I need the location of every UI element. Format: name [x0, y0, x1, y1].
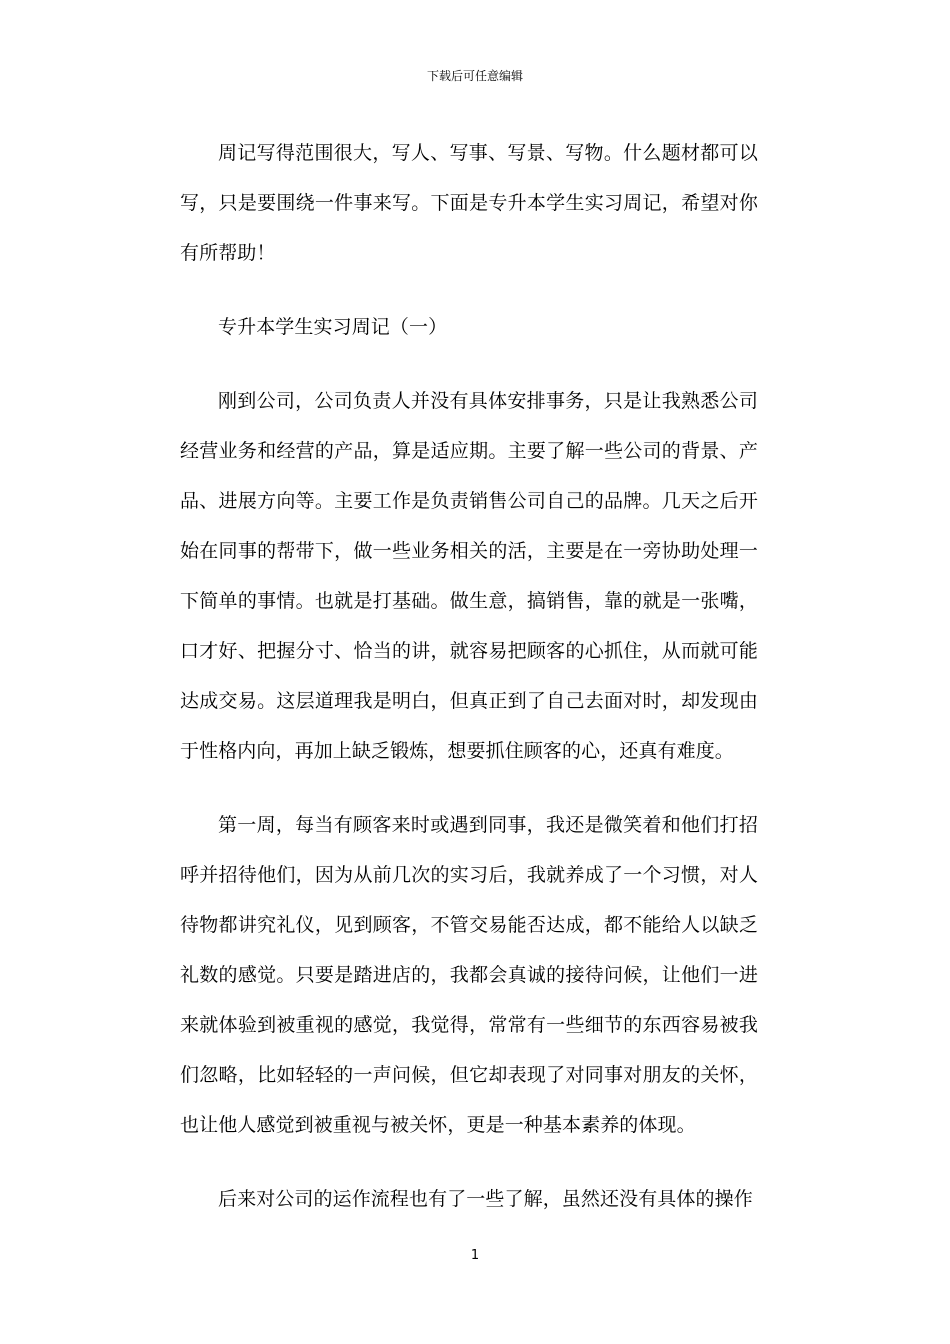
body-paragraph-2: 第一周，每当有顾客来时或遇到同事，我还是微笑着和他们打招呼并招待他们，因为从前几次的实习后，我就养成了一个习惯，对人待物都讲究礼仪，见到顾客，不管交易能否达成，都不能给人以缺乏礼数的感觉。只要是踏进店的，我都会真诚的接待问候，让他们一进来就体验到被重视的感觉，我觉得，常常有一些细节的东西容易被我们忽略，比如轻轻的一声问候，但它却表现了对同事对朋友的关怀，也让他人感觉到被重视与被关怀，更是一种基本素养的体现。 [180, 814, 758, 1136]
page-header: 下载后可任意编辑 [426, 69, 523, 83]
page-number: 1 [470, 1248, 480, 1263]
section-heading: 专升本学生实习周记（一） [218, 316, 448, 338]
body-paragraph-1: 刚到公司，公司负责人并没有具体安排事务，只是让我熟悉公司经营业务和经营的产品，算是适应期。主要了解一些公司的背景、产品、进展方向等。主要工作是负责销售公司自己的品牌。几天之后开始在同事的帮带下，做一些业务相关的活，主要是在一旁协助处理一下简单的事情。也就是打基础。做生意，搞销售，靠的就是一张嘴，口才好、把握分寸、恰当的讲，就容易把顾客的心抓住，从而就可能达成交易。这层道理我是明白，但真正到了自己去面对时，却发现由于性格内向，再加上缺乏锻炼，想要抓住顾客的心，还真有难度。 [180, 390, 758, 762]
intro-paragraph: 周记写得范围很大，写人、写事、写景、写物。什么题材都可以写，只是要围绕一件事来写。下面是专升本学生实习周记，希望对你有所帮助！ [180, 142, 758, 264]
body-paragraph-3: 后来对公司的运作流程也有了一些了解，虽然还没有具体的操作 [218, 1188, 753, 1210]
document-body [180, 128, 758, 1248]
